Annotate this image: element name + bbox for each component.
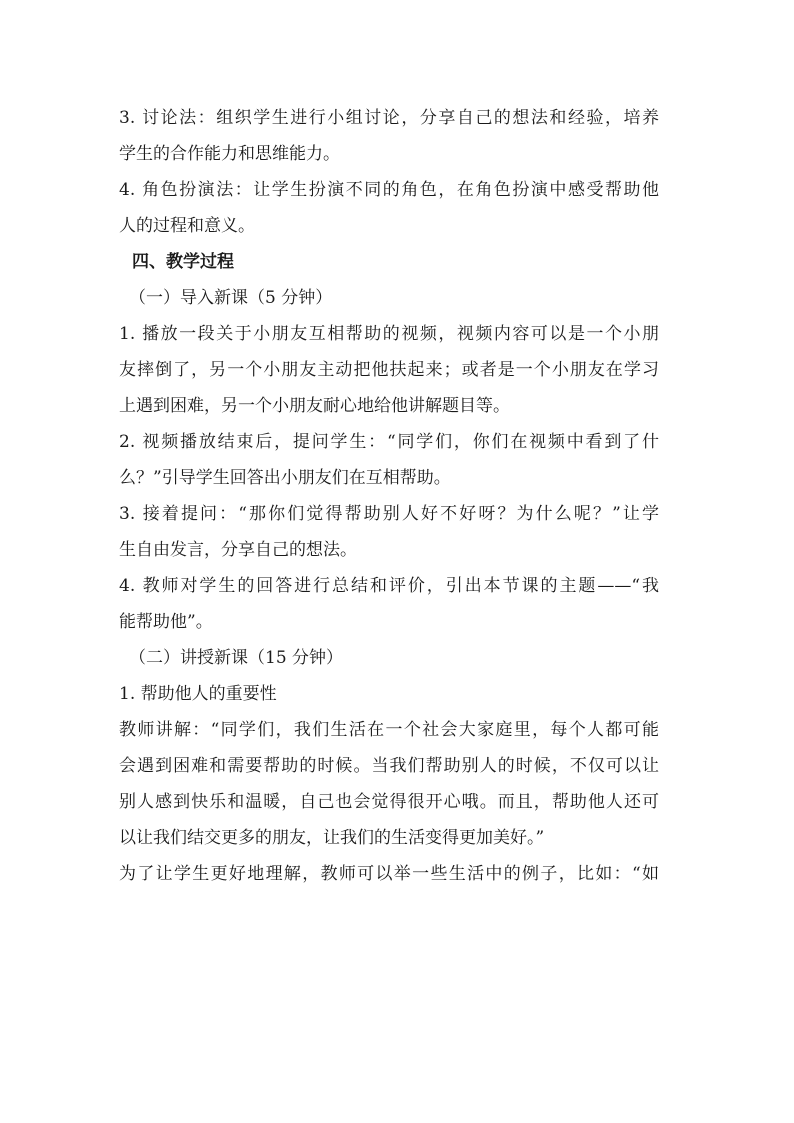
text-line: 人的过程和意义。	[119, 216, 255, 236]
text-line: 会遇到困难和需要帮助的时候。当我们帮助别人的时候，不仅可以让	[119, 756, 659, 776]
text-line: 别人感到快乐和温暖，自己也会觉得很开心哦。而且，帮助他人还可	[119, 792, 659, 812]
text-line: 3. 讨论法：组织学生进行小组讨论，分享自己的想法和经验，培养	[119, 108, 659, 128]
paragraph-intro-step-1	[119, 316, 659, 424]
text-line: 生自由发言，分享自己的想法。	[119, 540, 357, 560]
text-line: 1. 播放一段关于小朋友互相帮助的视频，视频内容可以是一个小朋	[119, 324, 659, 344]
text-line: 4. 教师对学生的回答进行总结和评价，引出本节课的主题——“我	[119, 576, 659, 596]
text-line: 上遇到困难，另一个小朋友耐心地给他讲解题目等。	[119, 396, 510, 416]
subsection-heading-intro: （一）导入新课（5 分钟）	[129, 288, 333, 308]
text-line: 2. 视频播放结束后，提问学生：“同学们，你们在视频中看到了什	[119, 432, 659, 452]
paragraph-teacher-explanation	[119, 712, 659, 856]
text-line: 友摔倒了，另一个小朋友主动把他扶起来；或者是一个小朋友在学习	[119, 360, 659, 380]
subsection-heading-new-lesson: （二）讲授新课（15 分钟）	[129, 648, 344, 668]
text-line: 4. 角色扮演法：让学生扮演不同的角色，在角色扮演中感受帮助他	[119, 180, 659, 200]
paragraph-importance-title: 1. 帮助他人的重要性	[119, 684, 277, 704]
paragraph-intro-step-2	[119, 424, 659, 496]
text-line: 3. 接着提问：“那你们觉得帮助别人好不好呀？为什么呢？”让学	[119, 504, 659, 524]
section-heading-teaching-process: 四、教学过程	[132, 252, 234, 272]
paragraph-intro-step-3	[119, 496, 659, 568]
text-line: 能帮助他”。	[119, 612, 213, 632]
text-line: 教师讲解：“同学们，我们生活在一个社会大家庭里，每个人都可能	[119, 720, 659, 740]
paragraph-example-intro	[119, 856, 659, 892]
text-line: 学生的合作能力和思维能力。	[119, 144, 340, 164]
paragraph-role-play-method	[119, 172, 659, 244]
paragraph-intro-step-4	[119, 568, 659, 640]
text-line: 么？”引导学生回答出小朋友们在互相帮助。	[119, 468, 451, 488]
text-line: 以让我们结交更多的朋友，让我们的生活变得更加美好。”	[119, 828, 545, 848]
document-body	[119, 100, 659, 892]
text-line: 为了让学生更好地理解，教师可以举一些生活中的例子，比如：“如	[119, 864, 659, 884]
paragraph-discussion-method	[119, 100, 659, 172]
